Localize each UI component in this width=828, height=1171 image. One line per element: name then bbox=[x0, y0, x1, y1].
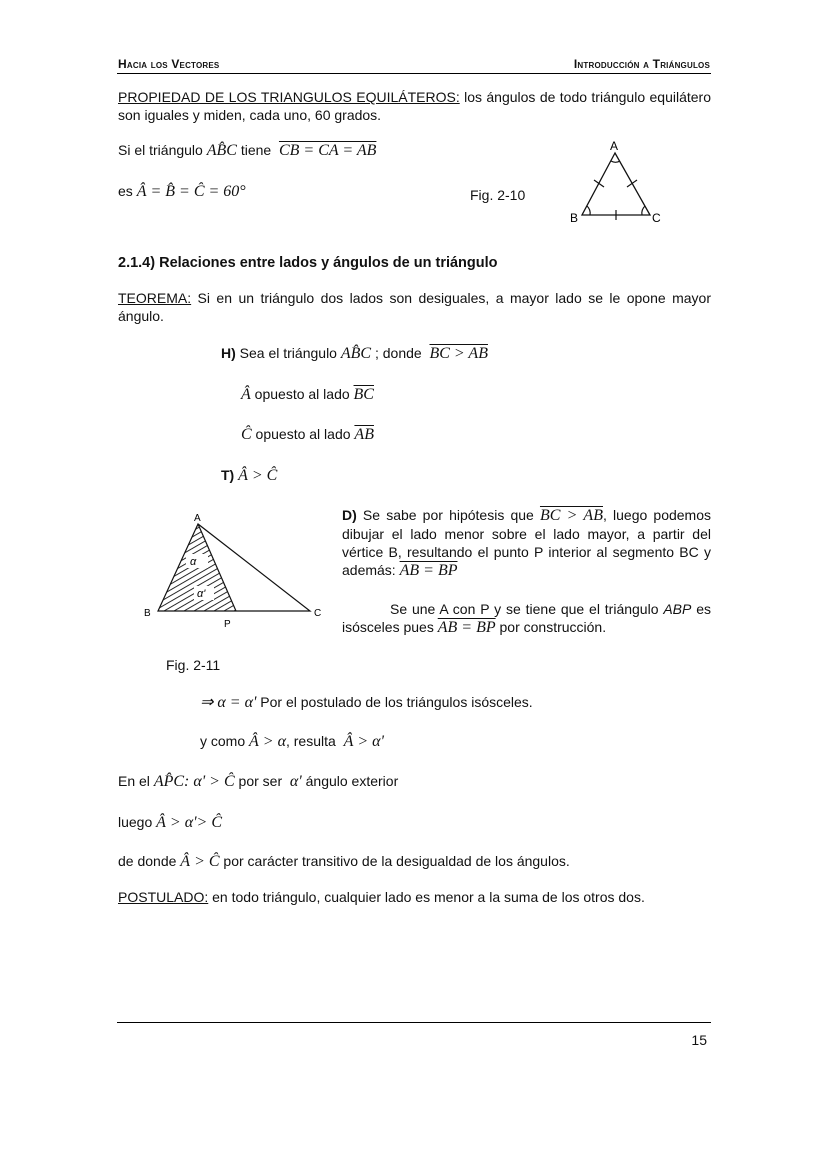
side-bc-math: $\overline{BC}$ bbox=[353, 386, 374, 403]
proof-3-alpha-math: α' bbox=[289, 773, 302, 790]
equal-angles-math: Â = B̂ = Ĉ = 60° bbox=[136, 183, 246, 200]
isosceles-text-1: Se une A con P y se tiene que el triángulo bbox=[390, 601, 664, 617]
hypothesis-where: ; donde bbox=[371, 345, 426, 361]
proof-1-math: ⇒ α = α' bbox=[200, 694, 257, 711]
proof-4-math: Â > α'> Ĉ bbox=[156, 814, 223, 831]
proof-5-text: de donde bbox=[118, 853, 181, 869]
demonstration-paragraph bbox=[342, 506, 711, 580]
proof-3-math: : α' > Ĉ bbox=[184, 773, 235, 790]
hypothesis-line bbox=[221, 345, 488, 363]
theorem-label: TEOREMA: bbox=[118, 290, 192, 306]
angle-arc-c bbox=[642, 206, 645, 215]
angle-arc-a bbox=[611, 161, 620, 162]
fig-2-11-diagram bbox=[138, 510, 338, 635]
section-title: 2.1.4) Relaciones entre lados y ángulos de un triángulo bbox=[118, 255, 498, 271]
proof-3-rest-1: por ser bbox=[234, 773, 287, 789]
proof-line-1 bbox=[200, 692, 533, 712]
theorem-text: Si en un triángulo dos lados son desiguales, a mayor lado se le opone mayor ángulo. bbox=[118, 290, 711, 324]
proof-line-3 bbox=[118, 773, 398, 791]
thesis-line bbox=[221, 467, 277, 485]
triangle-abc-math: AB̂C bbox=[206, 142, 237, 159]
isosceles-eq-math: AB = BP bbox=[437, 619, 496, 636]
demonstration-ineq-math: BC > AB bbox=[539, 507, 603, 524]
fig-2-10-diagram bbox=[560, 138, 670, 228]
proof-2-math-2: Â > α' bbox=[343, 733, 384, 750]
equilateral-line-2 bbox=[118, 183, 246, 201]
header-rule bbox=[117, 73, 711, 74]
postulate-label: POSTULADO: bbox=[118, 889, 209, 905]
proof-line-2 bbox=[200, 733, 384, 751]
proof-line-4 bbox=[118, 814, 222, 832]
fig1-vertex-c: C bbox=[652, 211, 661, 225]
fig2-vertex-c: C bbox=[314, 608, 322, 619]
thesis-label: T) bbox=[221, 467, 235, 483]
proof-2-text: y como bbox=[200, 733, 250, 749]
hypothesis-label: H) bbox=[221, 345, 236, 361]
postulate-line bbox=[118, 889, 645, 905]
hypothesis-text: Sea el triángulo bbox=[235, 345, 341, 361]
line1-mid: tiene bbox=[236, 142, 276, 158]
proof-3-text: En el bbox=[118, 773, 154, 789]
equilateral-paragraph bbox=[118, 88, 711, 124]
proof-3-triangle-math: AP̂C bbox=[153, 773, 185, 790]
proof-3-rest-2: ángulo exterior bbox=[301, 773, 399, 789]
fig2-alpha-prime: α' bbox=[197, 588, 206, 600]
fig1-vertex-a: A bbox=[610, 139, 619, 153]
angle-arc-b bbox=[587, 206, 590, 215]
proof-2-math-1: Â > α bbox=[249, 733, 286, 750]
equal-sides-math: CB = CA = AB bbox=[278, 142, 377, 159]
fig2-vertex-a: A bbox=[194, 513, 201, 524]
isosceles-abp: ABP bbox=[663, 601, 692, 617]
opposite-text-1: opuesto al lado bbox=[250, 386, 354, 402]
header-right: Introducción a Triángulos bbox=[573, 57, 710, 71]
footer-rule bbox=[117, 1022, 711, 1023]
equilateral-title: PROPIEDAD DE LOS TRIANGULOS EQUILÁTEROS: bbox=[118, 89, 460, 105]
proof-line-5 bbox=[118, 853, 570, 871]
equilateral-line-1 bbox=[118, 142, 376, 160]
fig2-vertex-b: B bbox=[144, 608, 151, 619]
proof-5-math: Â > Ĉ bbox=[180, 853, 220, 870]
opposite-text-2: opuesto al lado bbox=[251, 426, 355, 442]
proof-1-text: Por el postulado de los triángulos isósceles. bbox=[256, 694, 533, 710]
theorem-paragraph bbox=[118, 289, 711, 325]
hypothesis-line-2 bbox=[241, 386, 374, 404]
line2-prefix: es bbox=[118, 183, 137, 199]
equilateral-text: los ángulos de todo triángulo equilátero son iguales y miden, cada uno, 60 grados. bbox=[118, 89, 711, 123]
tick-ab bbox=[594, 180, 604, 187]
side-ab-math: $\overline{AB}$ bbox=[354, 426, 374, 443]
fig2-alpha: α bbox=[190, 556, 197, 568]
fig2-point-p: P bbox=[224, 619, 231, 630]
thesis-ineq-math: Â > Ĉ bbox=[238, 467, 278, 484]
hypothesis-line-3 bbox=[241, 426, 374, 444]
demonstration-eq-math: AB = BP bbox=[399, 562, 458, 579]
angle-c-math: Ĉ bbox=[241, 426, 252, 443]
proof-2-mid: , resulta bbox=[285, 733, 340, 749]
demonstration-label: D) bbox=[342, 507, 357, 523]
demonstration-text-2: , luego podemos dibujar el lado menor sobre el lado mayor, a partir del vértice B, resultando el punto P interior al segmento BC y además: bbox=[342, 507, 712, 578]
isosceles-text-3: por construcción. bbox=[495, 619, 607, 635]
hypothesis-ineq-math: BC > AB bbox=[429, 345, 488, 362]
tick-ac bbox=[627, 180, 637, 187]
proof-4-text: luego bbox=[118, 814, 157, 830]
angle-a-math: Â bbox=[241, 386, 251, 403]
proof-5-rest: por carácter transitivo de la desigualdad de los ángulos. bbox=[219, 853, 570, 869]
isosceles-paragraph bbox=[342, 600, 711, 637]
postulate-text: en todo triángulo, cualquier lado es menor a la suma de los otros dos. bbox=[208, 889, 645, 905]
page-number: 15 bbox=[691, 1032, 707, 1048]
fig-2-11-label: Fig. 2-11 bbox=[166, 657, 221, 673]
header-left: Hacia los Vectores bbox=[118, 57, 220, 71]
fig1-vertex-b: B bbox=[570, 211, 579, 225]
fig-2-10-label: Fig. 2-10 bbox=[470, 187, 526, 203]
hypothesis-triangle-math: AB̂C bbox=[340, 345, 372, 362]
line1-prefix: Si el triángulo bbox=[118, 142, 207, 158]
isosceles-text-2: es isósceles pues bbox=[342, 601, 711, 635]
demonstration-text-1: Se sabe por hipótesis que bbox=[356, 507, 540, 523]
